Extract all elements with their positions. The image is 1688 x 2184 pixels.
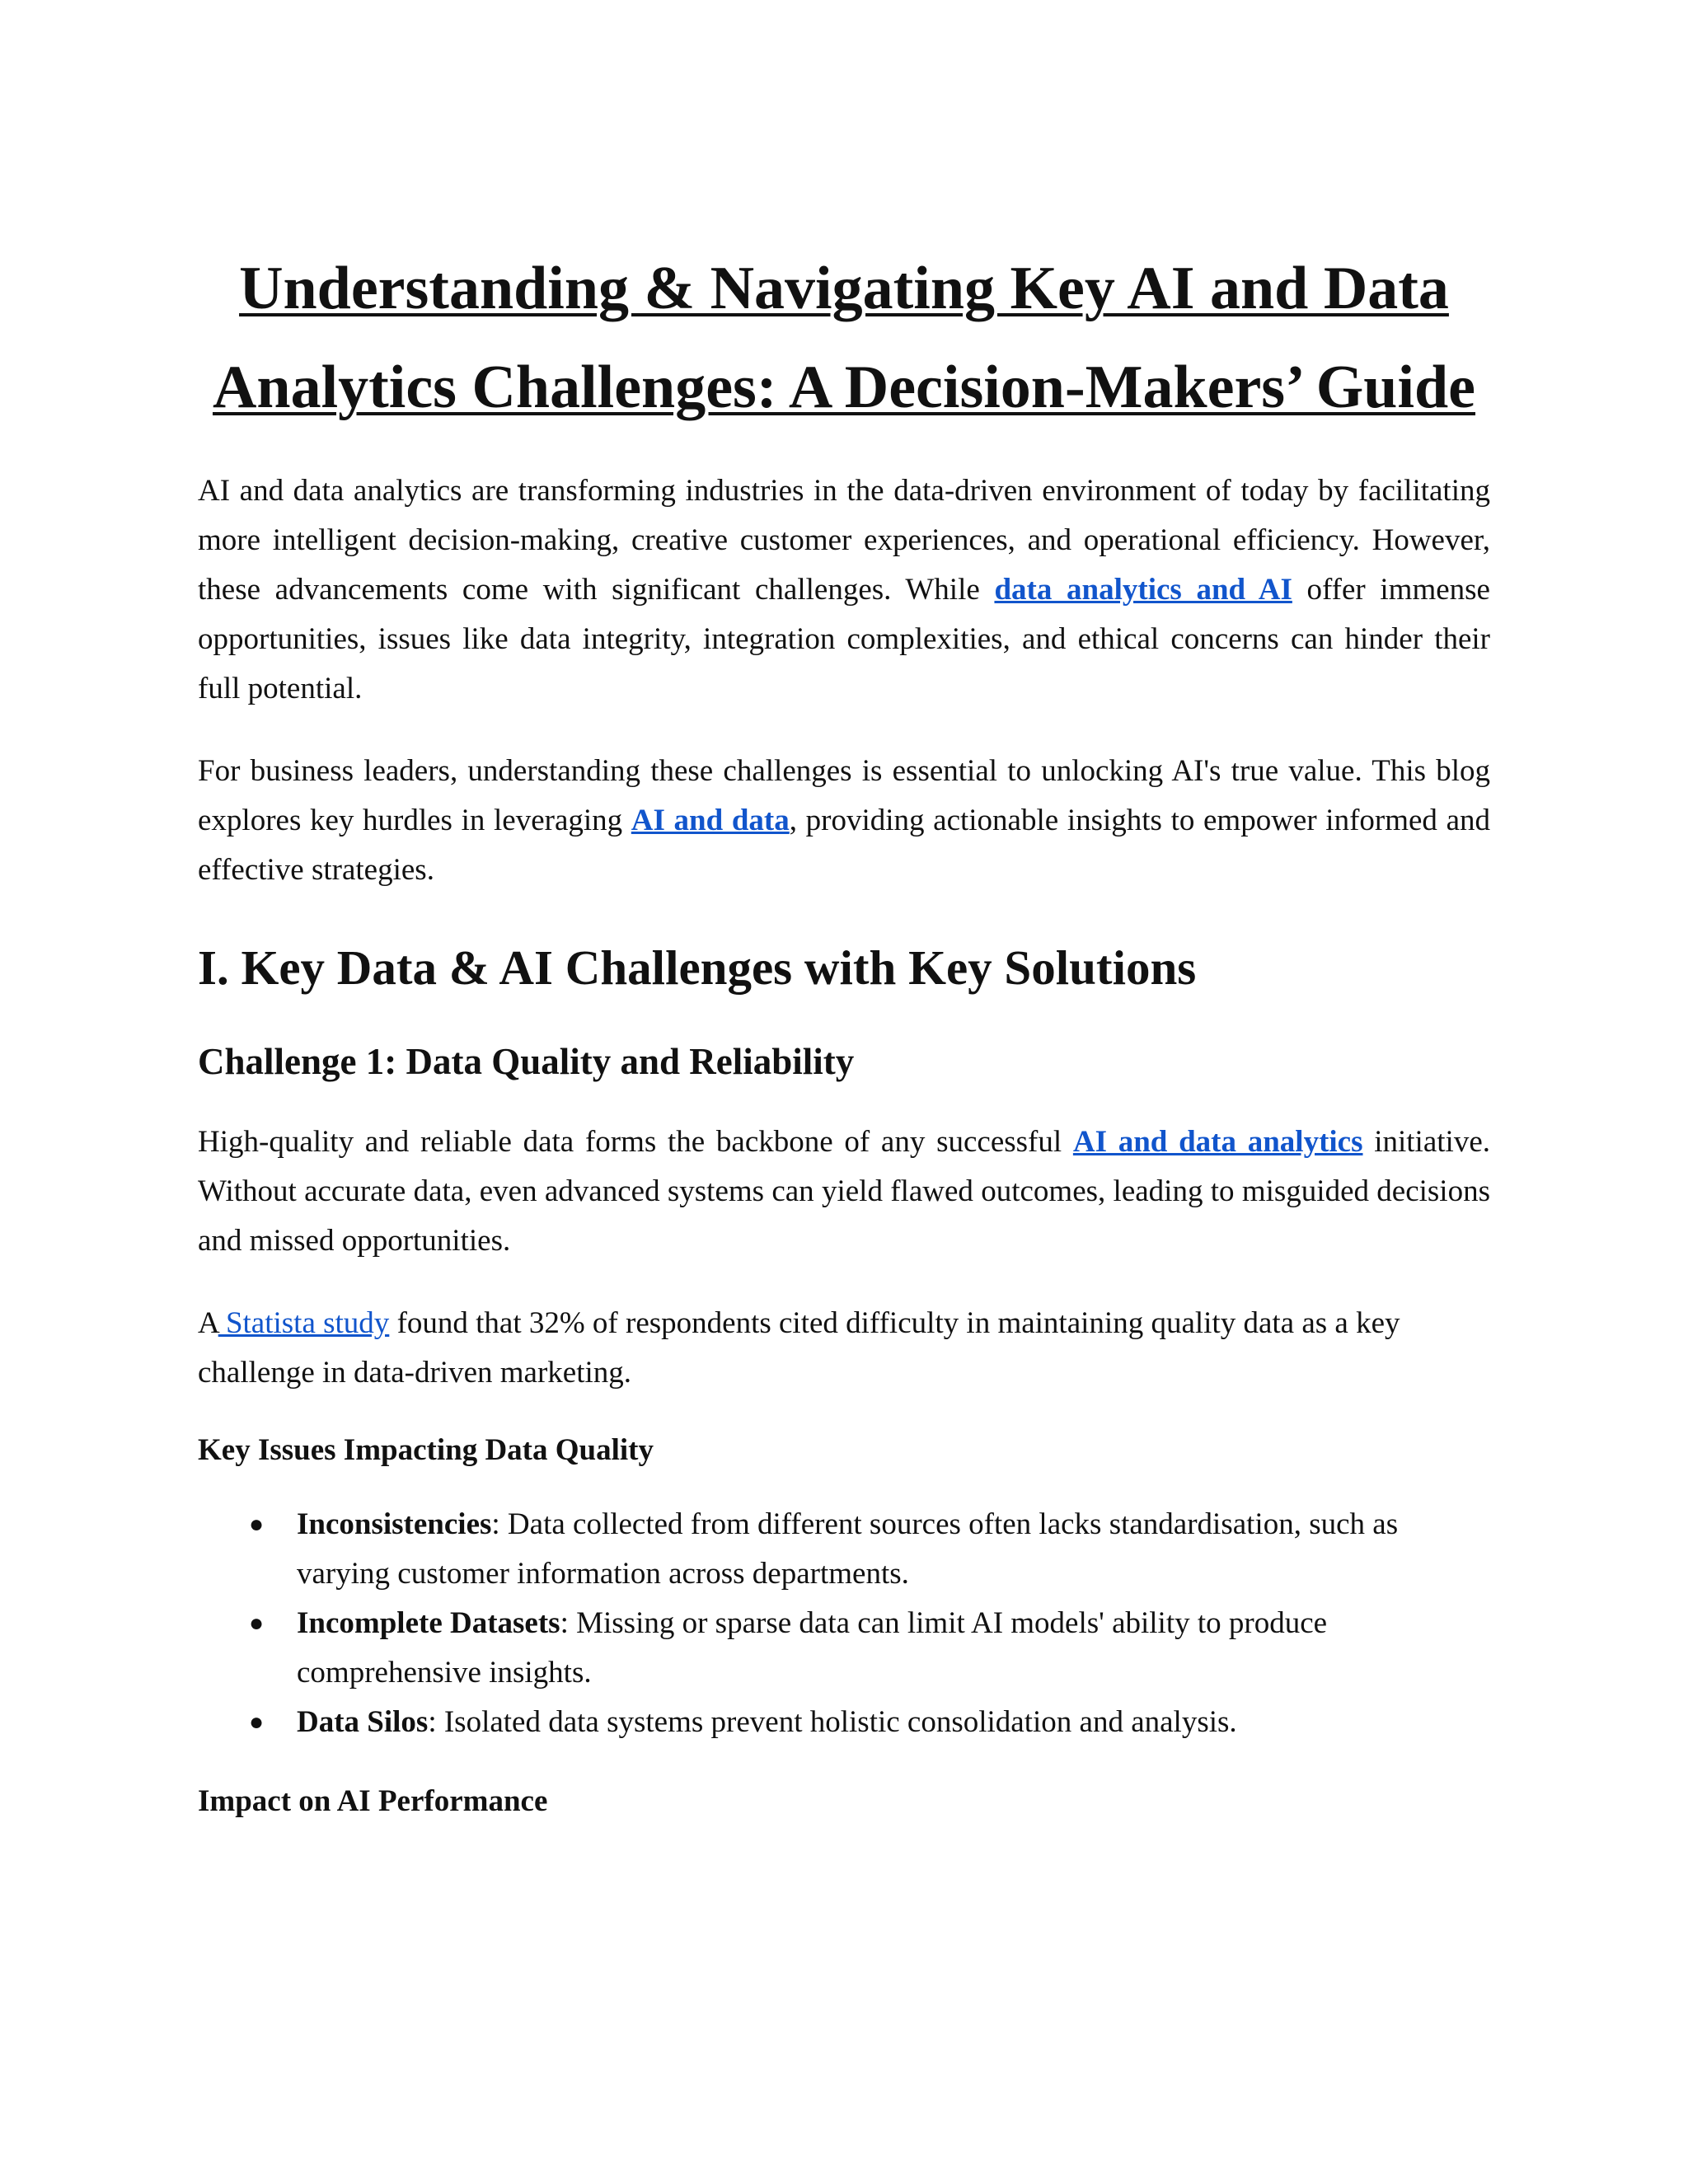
challenge-1-paragraph-2 bbox=[198, 1299, 1490, 1398]
issues-heading: Key Issues Impacting Data Quality bbox=[198, 1433, 654, 1467]
bullet-icon: ● bbox=[249, 1708, 265, 1736]
intro-p1-text-after: offer immense opportunities, issues like data integrity, integration complexities, and ethical concerns can hinder their full potential. bbox=[198, 573, 1490, 705]
challenge-1-p1-text-before: High-quality and reliable data forms the backbone of any successful bbox=[198, 1125, 1073, 1159]
data-analytics-and-ai-link[interactable]: data analytics and AI bbox=[994, 573, 1292, 607]
list-item-term: Inconsistencies bbox=[297, 1507, 492, 1541]
list-item bbox=[249, 1500, 1490, 1599]
challenge-1-p2-text-before: A bbox=[198, 1306, 218, 1340]
challenge-1-p1-text-after: initiative. Without accurate data, even advanced systems can yield flawed outcomes, leading to misguided decisions and missed opportunities. bbox=[198, 1125, 1490, 1258]
list-item-text: : Isolated data systems prevent holistic consolidation and analysis. bbox=[428, 1705, 1237, 1739]
list-item-text: : Data collected from different sources often lacks standardisation, such as varying customer information across departments. bbox=[297, 1507, 1399, 1591]
intro-p1-text-before: AI and data analytics are transforming industries in the data-driven environment of today by facilitating more intelligent decision-making, creative customer experiences, and operational efficiency. However, these advancements come with significant challenges. While bbox=[198, 474, 1490, 607]
challenge-1-paragraph-1 bbox=[198, 1118, 1490, 1266]
ai-and-data-analytics-link[interactable]: AI and data analytics bbox=[1072, 1125, 1363, 1159]
issues-list bbox=[198, 1500, 1490, 1747]
bullet-icon: ● bbox=[249, 1610, 265, 1637]
ai-and-data-link[interactable]: AI and data bbox=[631, 804, 790, 837]
list-item-term: Incomplete Datasets bbox=[297, 1606, 560, 1640]
section-heading: I. Key Data & AI Challenges with Key Solutions bbox=[198, 940, 1197, 995]
statista-study-link[interactable]: Statista study bbox=[218, 1306, 390, 1340]
list-item bbox=[249, 1599, 1490, 1698]
intro-paragraph-2 bbox=[198, 747, 1490, 895]
impact-heading: Impact on AI Performance bbox=[198, 1784, 548, 1818]
challenge-1-p2-text-after: found that 32% of respondents cited difficulty in maintaining quality data as a key challenge in data-driven marketing. bbox=[198, 1306, 1400, 1390]
bullet-icon: ● bbox=[249, 1511, 265, 1538]
list-item-text: : Missing or sparse data can limit AI models' ability to produce comprehensive insights. bbox=[297, 1606, 1328, 1690]
intro-p2-text-before: For business leaders, understanding these challenges is essential to unlocking AI's true value. This blog explores key hurdles in leveraging bbox=[198, 754, 1490, 837]
document-title: Understanding & Navigating Key AI and Data Analytics Challenges: A Decision-Makers’ Guide bbox=[212, 255, 1476, 421]
list-item bbox=[249, 1698, 1490, 1747]
intro-p2-text-after: , providing actionable insights to empower informed and effective strategies. bbox=[198, 804, 1490, 887]
intro-paragraph-1 bbox=[198, 466, 1490, 714]
challenge-1-heading: Challenge 1: Data Quality and Reliability bbox=[198, 1041, 855, 1082]
list-item-term: Data Silos bbox=[297, 1705, 429, 1739]
document-page bbox=[198, 239, 1490, 1851]
